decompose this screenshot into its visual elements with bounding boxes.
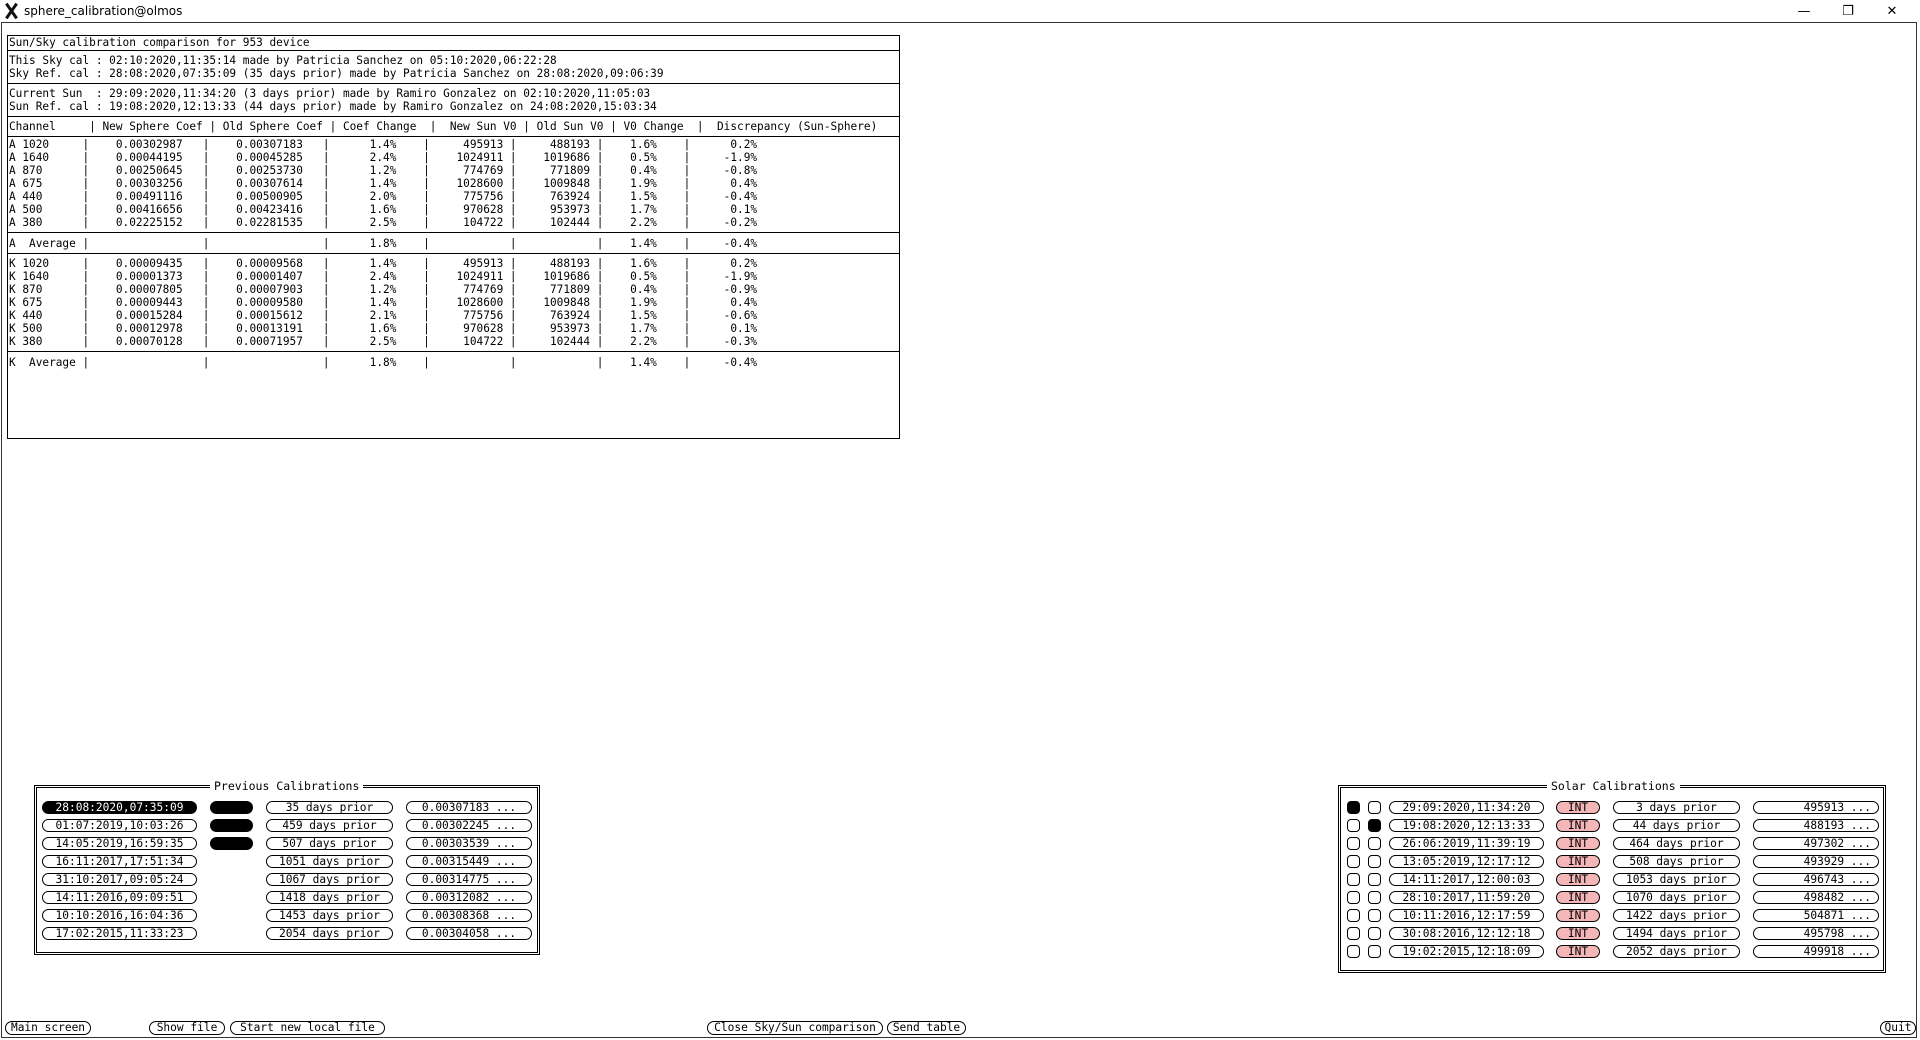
k-average-row: K Average | | | 1.8% | | | 1.4% | -0.4% (9, 356, 758, 369)
solar-cal-int-button[interactable]: INT (1556, 855, 1600, 868)
previous-cal-coef-button[interactable]: 0.00307183 ... (406, 801, 532, 814)
reference-sun-radio[interactable] (1368, 819, 1381, 832)
table-row: K 1640 | 0.00001373 | 0.00001407 | 2.4% | 1024911 | 1019686 | 0.5% | -1.9% (9, 270, 758, 283)
solar-cal-v0-button[interactable]: 488193 ... (1753, 819, 1879, 832)
current-sun-radio[interactable] (1347, 891, 1360, 904)
solar-cal-date-button[interactable]: 30:08:2016,12:12:18 (1389, 927, 1544, 940)
previous-cal-coef-button[interactable]: 0.00304058 ... (406, 927, 532, 940)
current-sun-radio[interactable] (1347, 837, 1360, 850)
solar-cal-int-button[interactable]: INT (1556, 801, 1600, 814)
solar-cal-v0-button[interactable]: 495798 ... (1753, 927, 1879, 940)
solar-cal-date-button[interactable]: 29:09:2020,11:34:20 (1389, 801, 1544, 814)
previous-cal-date-button[interactable]: 01:07:2019,10:03:26 (42, 819, 197, 832)
reference-sun-radio[interactable] (1368, 891, 1381, 904)
sun-ref-line: Sun Ref. cal : 19:08:2020,12:13:33 (44 days prior) made by Ramiro Gonzalez on 24:08:2020,15:03:34 (9, 100, 657, 113)
current-sun-radio[interactable] (1347, 801, 1360, 814)
table-row: A 1640 | 0.00044195 | 0.00045285 | 2.4% | 1024911 | 1019686 | 0.5% | -1.9% (9, 151, 758, 164)
report-header: Sun/Sky calibration comparison for 953 device (9, 36, 310, 49)
solar-cal-date-button[interactable]: 10:11:2016,12:17:59 (1389, 909, 1544, 922)
reference-sun-radio[interactable] (1368, 837, 1381, 850)
window-titlebar (0, 0, 1920, 22)
table-row: A 380 | 0.02225152 | 0.02281535 | 2.5% | 104722 | 102444 | 2.2% | -0.2% (9, 216, 758, 229)
solar-cal-int-button[interactable]: INT (1556, 927, 1600, 940)
solar-cal-v0-button[interactable]: 498482 ... (1753, 891, 1879, 904)
previous-cal-prior-label: 1051 days prior (266, 855, 393, 868)
previous-cal-date-button[interactable]: 16:11:2017,17:51:34 (42, 855, 197, 868)
previous-cal-prior-label: 1418 days prior (266, 891, 393, 904)
solar-cal-prior-label: 44 days prior (1613, 819, 1740, 832)
previous-cal-prior-label: 507 days prior (266, 837, 393, 850)
previous-cal-date-button[interactable]: 28:08:2020,07:35:09 (42, 801, 197, 814)
previous-cal-coef-button[interactable]: 0.00312082 ... (406, 891, 532, 904)
x-logo-icon (0, 0, 22, 22)
reference-sun-radio[interactable] (1368, 927, 1381, 940)
table-row: A 500 | 0.00416656 | 0.00423416 | 1.6% | 970628 | 953973 | 1.7% | 0.1% (9, 203, 758, 216)
solar-cal-prior-label: 1422 days prior (1613, 909, 1740, 922)
table-row: K 380 | 0.00070128 | 0.00071957 | 2.5% | 104722 | 102444 | 2.2% | -0.3% (9, 335, 758, 348)
table-row: A 675 | 0.00303256 | 0.00307614 | 1.4% | 1028600 | 1009848 | 1.9% | 0.4% (9, 177, 758, 190)
table-row: A 440 | 0.00491116 | 0.00500905 | 2.0% | 775756 | 763924 | 1.5% | -0.4% (9, 190, 758, 203)
solar-cal-v0-button[interactable]: 497302 ... (1753, 837, 1879, 850)
previous-cal-prior-label: 2054 days prior (266, 927, 393, 940)
window-title: sphere_calibration@olmos (24, 4, 183, 18)
sky-ref-line: Sky Ref. cal : 28:08:2020,07:35:09 (35 days prior) made by Patricia Sanchez on 28:08:2020,09:06:39 (9, 67, 664, 80)
current-sun-radio[interactable] (1347, 873, 1360, 886)
table-row: K 500 | 0.00012978 | 0.00013191 | 1.6% | 970628 | 953973 | 1.7% | 0.1% (9, 322, 758, 335)
current-sun-radio[interactable] (1347, 927, 1360, 940)
reference-sun-radio[interactable] (1368, 945, 1381, 958)
reference-sun-radio[interactable] (1368, 909, 1381, 922)
table-row: K 1020 | 0.00009435 | 0.00009568 | 1.4% | 495913 | 488193 | 1.6% | 0.2% (9, 257, 758, 270)
previous-cal-date-button[interactable]: 31:10:2017,09:05:24 (42, 873, 197, 886)
solar-cal-v0-button[interactable]: 496743 ... (1753, 873, 1879, 886)
current-sun-radio[interactable] (1347, 819, 1360, 832)
sky-cal-line: This Sky cal : 02:10:2020,11:35:14 made by Patricia Sanchez on 05:10:2020,06:22:28 (9, 54, 557, 67)
previous-calibrations-title: Previous Calibrations (210, 779, 363, 793)
solar-cal-date-button[interactable]: 19:02:2015,12:18:09 (1389, 945, 1544, 958)
previous-cal-coef-button[interactable]: 0.00314775 ... (406, 873, 532, 886)
table-row: A 870 | 0.00250645 | 0.00253730 | 1.2% | 774769 | 771809 | 0.4% | -0.8% (9, 164, 758, 177)
previous-cal-coef-button[interactable]: 0.00315449 ... (406, 855, 532, 868)
solar-cal-prior-label: 1494 days prior (1613, 927, 1740, 940)
solar-cal-prior-label: 2052 days prior (1613, 945, 1740, 958)
close-window-button[interactable]: ✕ (1886, 3, 1898, 19)
previous-cal-prior-label: 1067 days prior (266, 873, 393, 886)
solar-calibrations-title: Solar Calibrations (1547, 779, 1680, 793)
solar-cal-int-button[interactable]: INT (1556, 891, 1600, 904)
table-row: A 1020 | 0.00302987 | 0.00307183 | 1.4% | 495913 | 488193 | 1.6% | 0.2% (9, 138, 758, 151)
solar-cal-int-button[interactable]: INT (1556, 837, 1600, 850)
previous-cal-date-button[interactable]: 14:11:2016,09:09:51 (42, 891, 197, 904)
solar-cal-date-button[interactable]: 14:11:2017,12:00:03 (1389, 873, 1544, 886)
solar-cal-v0-button[interactable]: 504871 ... (1753, 909, 1879, 922)
previous-cal-coef-button[interactable]: 0.00308368 ... (406, 909, 532, 922)
previous-cal-date-button[interactable]: 17:02:2015,11:33:23 (42, 927, 197, 940)
table-column-headers: Channel | New Sphere Coef | Old Sphere Coef | Coef Change | New Sun V0 | Old Sun V0 | V0 Change | Discrepancy (Sun-Sphere) (9, 120, 878, 133)
a-average-row: A Average | | | 1.8% | | | 1.4% | -0.4% (9, 237, 758, 250)
previous-cal-coef-button[interactable]: 0.00303539 ... (406, 837, 532, 850)
previous-cal-date-button[interactable]: 14:05:2019,16:59:35 (42, 837, 197, 850)
main-screen-button[interactable]: Main screen (5, 1021, 91, 1035)
reference-sun-radio[interactable] (1368, 855, 1381, 868)
reference-sun-radio[interactable] (1368, 873, 1381, 886)
maximize-button[interactable]: ❐ (1842, 3, 1854, 19)
solar-cal-prior-label: 464 days prior (1613, 837, 1740, 850)
table-row: K 675 | 0.00009443 | 0.00009580 | 1.4% | 1028600 | 1009848 | 1.9% | 0.4% (9, 296, 758, 309)
solar-cal-v0-button[interactable]: 499918 ... (1753, 945, 1879, 958)
current-sun-radio[interactable] (1347, 945, 1360, 958)
solar-cal-int-button[interactable]: INT (1556, 945, 1600, 958)
solar-cal-date-button[interactable]: 13:05:2019,12:17:12 (1389, 855, 1544, 868)
solar-cal-prior-label: 508 days prior (1613, 855, 1740, 868)
comparison-report (7, 35, 900, 439)
minimize-button[interactable]: — (1797, 3, 1811, 19)
current-sun-radio[interactable] (1347, 855, 1360, 868)
start-new-local-file-button[interactable]: Start new local file (230, 1021, 385, 1035)
previous-cal-prior-label: 1453 days prior (266, 909, 393, 922)
previous-cal-coef-button[interactable]: 0.00302245 ... (406, 819, 532, 832)
previous-cal-marker (210, 801, 253, 814)
solar-cal-int-button[interactable]: INT (1556, 873, 1600, 886)
send-table-button[interactable]: Send table (887, 1021, 966, 1035)
solar-cal-int-button[interactable]: INT (1556, 819, 1600, 832)
solar-cal-date-button[interactable]: 26:06:2019,11:39:19 (1389, 837, 1544, 850)
previous-cal-marker (210, 819, 253, 832)
solar-cal-date-button[interactable]: 19:08:2020,12:13:33 (1389, 819, 1544, 832)
solar-cal-prior-label: 1070 days prior (1613, 891, 1740, 904)
previous-cal-prior-label: 35 days prior (266, 801, 393, 814)
current-sun-line: Current Sun : 29:09:2020,11:34:20 (3 days prior) made by Ramiro Gonzalez on 02:10:2020,11:05:03 (9, 87, 651, 100)
solar-cal-v0-button[interactable]: 493929 ... (1753, 855, 1879, 868)
previous-cal-date-button[interactable]: 10:10:2016,16:04:36 (42, 909, 197, 922)
previous-cal-marker (210, 837, 253, 850)
show-file-button[interactable]: Show file (149, 1021, 225, 1035)
solar-cal-v0-button[interactable]: 495913 ... (1753, 801, 1879, 814)
reference-sun-radio[interactable] (1368, 801, 1381, 814)
close-sky-sun-comparison-button[interactable]: Close Sky/Sun comparison (707, 1021, 883, 1035)
previous-cal-prior-label: 459 days prior (266, 819, 393, 832)
solar-cal-int-button[interactable]: INT (1556, 909, 1600, 922)
table-row: K 440 | 0.00015284 | 0.00015612 | 2.1% | 775756 | 763924 | 1.5% | -0.6% (9, 309, 758, 322)
quit-button[interactable]: Quit (1880, 1021, 1916, 1035)
solar-cal-date-button[interactable]: 28:10:2017,11:59:20 (1389, 891, 1544, 904)
solar-cal-prior-label: 1053 days prior (1613, 873, 1740, 886)
current-sun-radio[interactable] (1347, 909, 1360, 922)
solar-cal-prior-label: 3 days prior (1613, 801, 1740, 814)
table-row: K 870 | 0.00007805 | 0.00007903 | 1.2% | 774769 | 771809 | 0.4% | -0.9% (9, 283, 758, 296)
